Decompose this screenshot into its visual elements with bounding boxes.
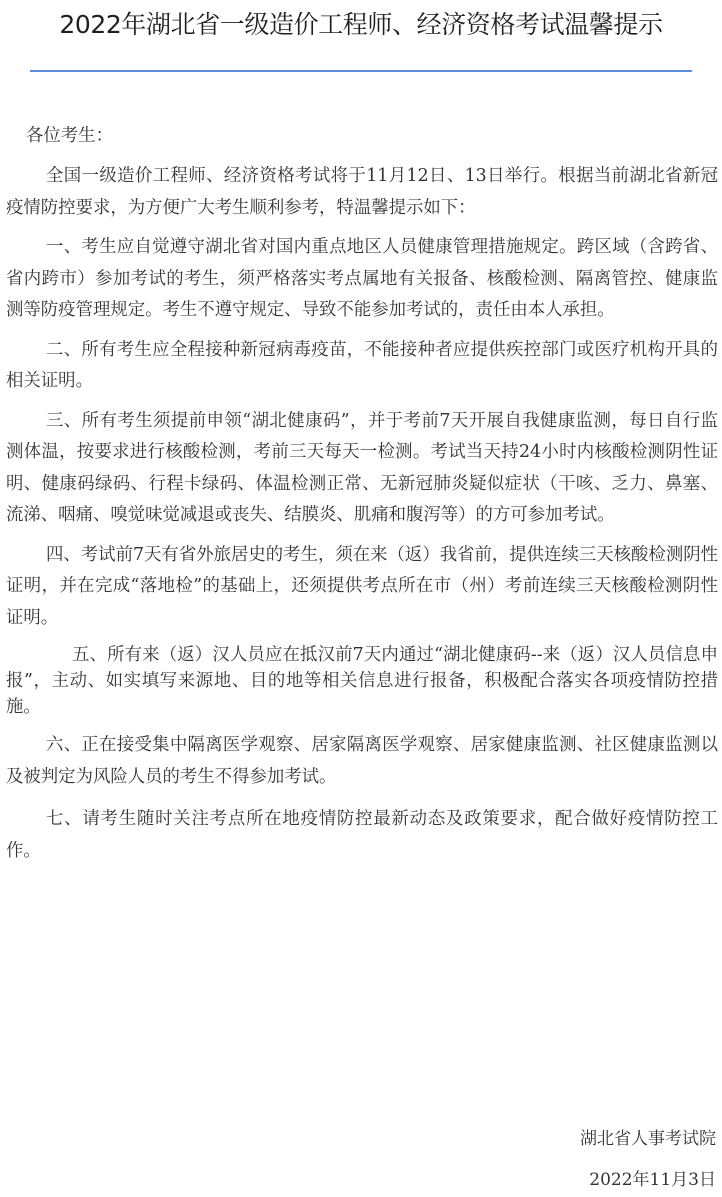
paragraph-item-3: 三、所有考生须提前申领“湖北健康码”，并于考前7天开展自我健康监测，每日自行监测体温，按要求进行核酸检测，考前三天每天一检测。考试当天持24小时内核酸检测阴性证明、健康码绿码、行程卡绿码、体温检测正常、无新冠肺炎疑似症状（干咳、乏力、鼻塞、流涕、咽痛、嗅觉味觉减退或丧失、结膜炎、肌痛和腹泻等）的方可参加考试。: [6, 410, 718, 525]
notice-title: 2022年湖北省一级造价工程师、经济资格考试温馨提示: [59, 10, 663, 39]
notice-body: [6, 121, 718, 875]
title-divider: [30, 70, 692, 72]
paragraph-item-7: 七、请考生随时关注考点所在地疫情防控最新动态及政策要求，配合做好疫情防控工作。: [6, 809, 718, 861]
signature-date: 2022年11月3日: [589, 1170, 716, 1190]
paragraph-item-6: 六、正在接受集中隔离医学观察、居家隔离医学观察、居家健康监测、社区健康监测以及被判定为风险人员的考生不得参加考试。: [6, 735, 718, 787]
paragraph-item-1: 一、考生应自觉遵守湖北省对国内重点地区人员健康管理措施规定。跨区域（含跨省、省内跨市）参加考试的考生，须严格落实考点属地有关报备、核酸检测、隔离管控、健康监测等防疫管理规定。考生不遵守规定、导致不能参加考试的，责任由本人承担。: [6, 237, 718, 320]
greeting: 各位考生：: [26, 126, 113, 146]
paragraph-item-2: 二、所有考生应全程接种新冠病毒疫苗，不能接种者应提供疾控部门或医疗机构开具的相关证明。: [6, 339, 718, 391]
paragraph-item-5: 五、所有来（返）汉人员应在抵汉前7天内通过“湖北健康码--来（返）汉人员信息申报”，主动、如实填写来源地、目的地等相关信息进行报备，积极配合落实各项疫情防控措施。: [6, 645, 718, 717]
signature-organization: 湖北省人事考试院: [580, 1129, 716, 1149]
paragraph-item-4: 四、考试前7天有省外旅居史的考生，须在来（返）我省前，提供连续三天核酸检测阴性证明，并在完成“落地检”的基础上，还须提供考点所在市（州）考前连续三天核酸检测阴性证明。: [6, 544, 718, 628]
paragraph-intro: 全国一级造价工程师、经济资格考试将于11月12日、13日举行。根据当前湖北省新冠疫情防控要求，为方便广大考生顺利参考，特温馨提示如下：: [6, 166, 718, 218]
